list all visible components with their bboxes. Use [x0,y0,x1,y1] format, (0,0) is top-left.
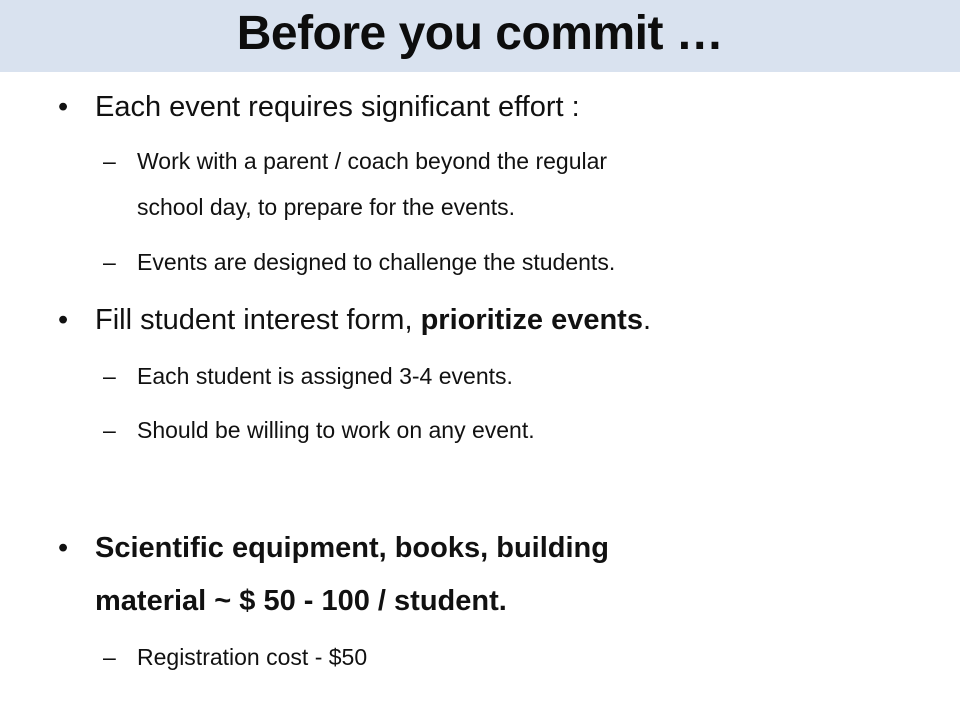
bullet-icon: • [58,532,69,564]
bullet-2-text-suffix: . [642,304,652,336]
dash-icon: – [103,148,116,174]
bullet-icon: • [58,304,69,336]
bullet-1-sub-1-line-2: school day, to prepare for the events. [137,194,516,220]
bullet-3-line-1: Scientific equipment, books, building [95,532,609,564]
bullet-2-text [95,303,651,337]
bullet-icon: • [58,91,69,123]
bullet-3-sub-1-text: Registration cost - $50 [137,644,368,670]
bullet-1-text: Each event requires significant effort : [95,91,580,123]
bullet-2-text-prefix: Fill student interest form, [95,304,421,336]
bullet-2-sub-1-text: Each student is assigned 3-4 events. [137,363,513,389]
dash-icon: – [103,249,116,275]
dash-icon: – [103,644,116,670]
bullet-2-text-bold: prioritize events [420,304,643,336]
bullet-2-sub-2-text: Should be willing to work on any event. [137,417,535,443]
dash-icon: – [103,363,116,389]
bullet-3-line-2: material ~ $ 50 - 100 / student. [95,585,507,617]
bullet-1-sub-1-line-1: Work with a parent / coach beyond the regular [137,148,608,174]
bullet-1-sub-2-text: Events are designed to challenge the students. [137,249,616,275]
slide-title: Before you commit … [236,7,724,60]
dash-icon: – [103,417,116,443]
